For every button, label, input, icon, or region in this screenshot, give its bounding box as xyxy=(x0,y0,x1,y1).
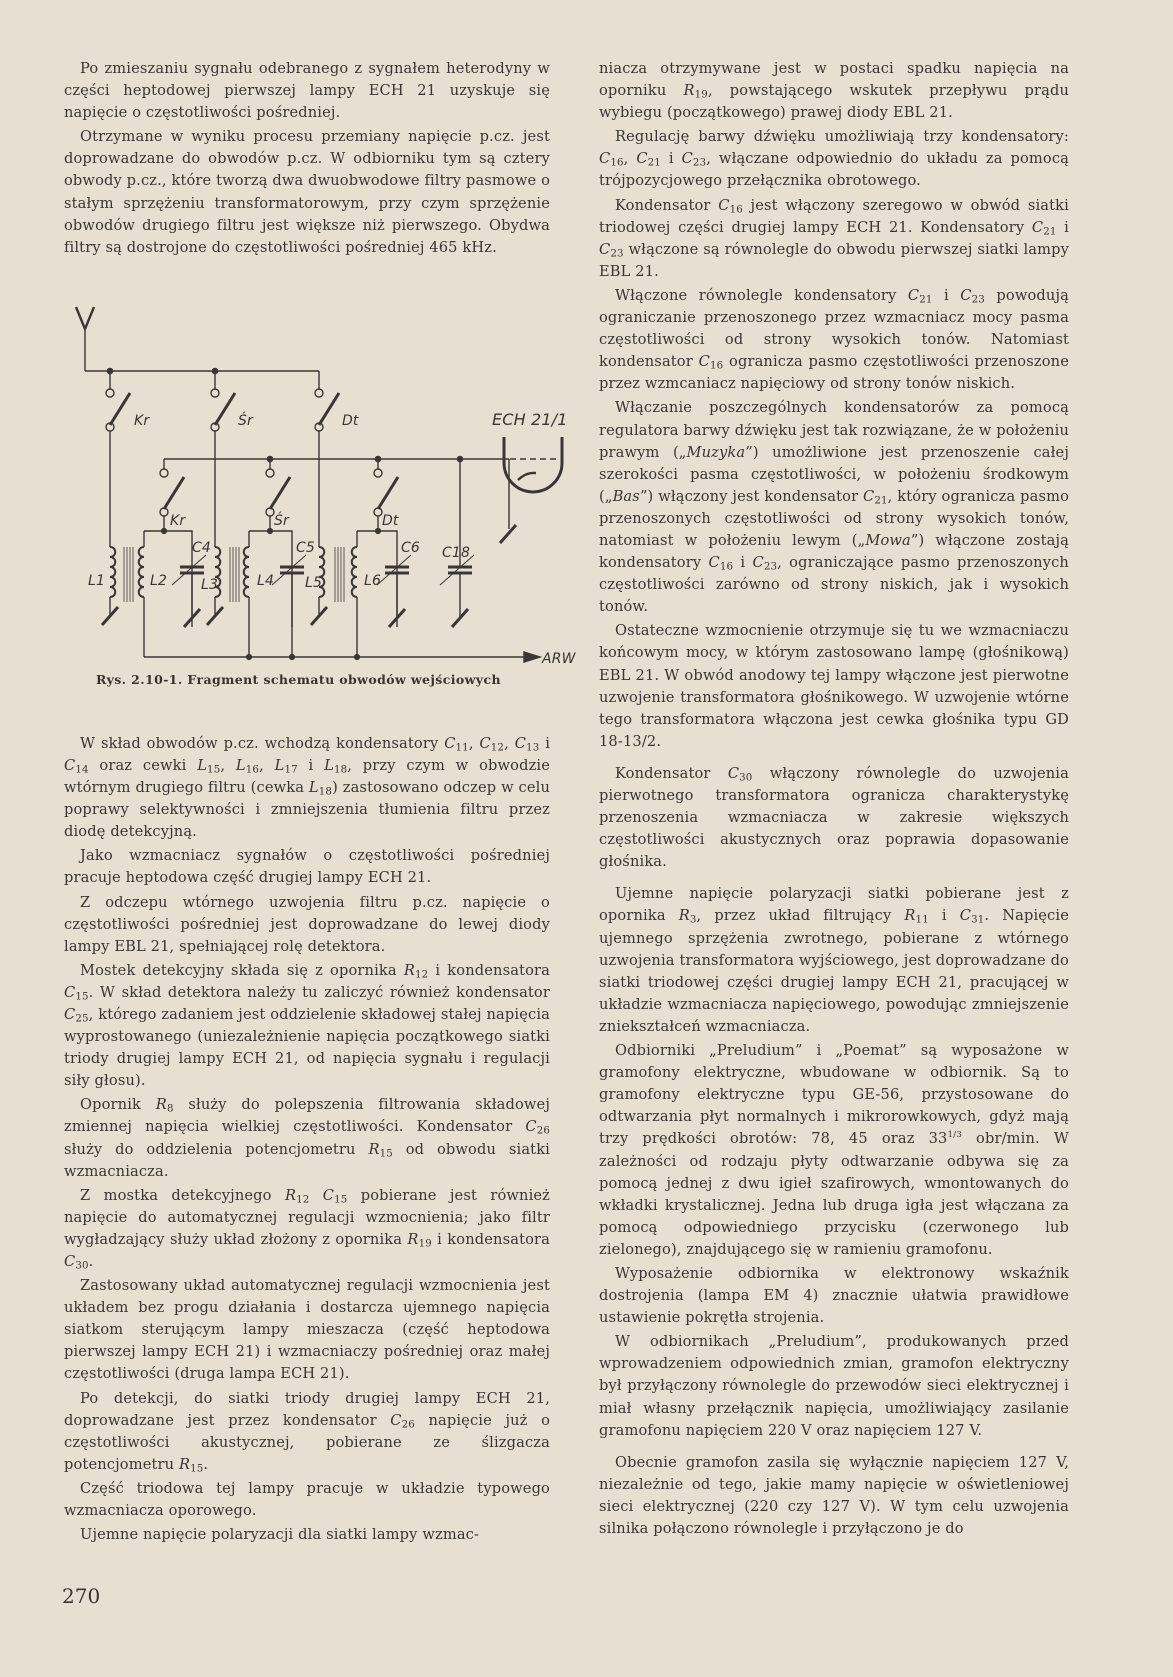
label-l6: L6 xyxy=(364,572,382,589)
paragraph: Odbiorniki „Preludium” i „Poemat” są wyposażone w gramofony elektryczne, wbudowane w odbiornik. Są to gramofony elektryczne typu GE-56, przystosowane do odtwarzania płyt normalnych i mikrorowkowych, gdyż mają trzy prędkości obrotów: 78, 45 oraz $33^{1/3}$ obr/min. W zależności od rodzaju płyty odtwarzanie odbywa się za pomocą jednej z dwu igieł szafirowych, wmontowanych do wkładki krystalicznej. Jedna lub druga igła jest włączana za pomocą odpowiedniego przycisku (czerwonego lub zielonego), znajdującego się w ramieniu gramofonu. xyxy=(599,1042,1069,1258)
page-number: 270 xyxy=(62,1584,101,1608)
label-l3: L3 xyxy=(201,576,219,593)
arrow-icon xyxy=(524,652,540,662)
paragraph: W odbiornikach „Preludium”, produkowanych przed wprowadzeniem odpowiednich zmian, gramofon elektryczny był przyłączony równolegle do przewodów sieci elektrycznej i miał własny przełącznik napięcia, umożliwiający zasilanie gramofonu napięciem 220 V oraz napięciem 127 V. xyxy=(599,1333,1069,1439)
paragraph: Kondensator $C_{16}$ jest włączony szeregowo w obwód siatki triodowej części drugiej lampy ECH 21. Kondensatory $C_{21}$ i $C_{23}$ włączone są równolegle do obwodu pierwszej siatki lampy EBL 21. xyxy=(599,196,1069,280)
figure-caption: Rys. 2.10-1. Fragment schematu obwodów wejściowych xyxy=(96,671,501,687)
label-sr: Śr xyxy=(238,412,253,429)
paragraph: Po detekcji, do siatki triody drugiej lampy ECH 21, doprowadzane jest przez kondensator $C_{26}$ napięcie już o częstotliwości akustycznej, pobierane ze ślizgacza potencjometru $R_{15}$. xyxy=(64,1389,551,1475)
paragraph: Część triodowa tej lampy pracuje w układzie typowego wzmacniacza oporowego. xyxy=(64,1479,550,1520)
label-tube: ECH 21/1 xyxy=(492,409,568,429)
label-c4: C4 xyxy=(192,539,211,556)
paragraph: Wyposażenie odbiornika w elektronowy wskaźnik dostrojenia (lampa EM 4) znacznie ułatwia prawidłowe ustawienie pokrętła strojenia. xyxy=(599,1264,1069,1327)
paragraph: Zastosowany układ automatycznej regulacji wzmocnienia jest układem bez progu działania i dostarcza ujemnego napięcia siatkom sterującym lampy mieszacza (część heptodowa pierwszej lampy ECH 21) i wzmacniaczy pośredniej oraz małej częstotliwości (druga lampa ECH 21). xyxy=(64,1277,550,1383)
inductor-coil xyxy=(110,547,115,597)
label-dt: Dt xyxy=(342,412,359,429)
paragraph: Opornik $R_8$ służy do polepszenia filtrowania składowej zmiennej napięcia wielkiej częstotliwości. Kondensator $C_{26}$ służy do oddzielenia potencjometru $R_{15}$ od obwodu siatki wzmacniacza. xyxy=(64,1096,550,1180)
label-c5: C5 xyxy=(296,539,315,556)
label-arw: ARW xyxy=(542,650,576,667)
paragraph: Ostateczne wzmocnienie otrzymuje się tu we wzmacniaczu końcowym mocy, w którym zastosowano lampę (głośnikową) EBL 21. W obwód anodowy tej lampy włączone jest pierwotne uzwojenie transformatora głośnikowego. W uzwojenie wtórne tego transformatora włączona jest cewka głośnika typu GD 18-13/2. xyxy=(599,622,1069,750)
circuit-schematic xyxy=(64,267,576,667)
label-kr-2: Kr xyxy=(170,512,186,529)
circuit-figure xyxy=(64,267,576,707)
label-l2: L2 xyxy=(150,572,168,589)
paragraph: W skład obwodów p.cz. wchodzą kondensatory $C_{11}$, $C_{12}$, $C_{13}$ i $C_{14}$ oraz cewki $L_{15}$, $L_{16}$, $L_{17}$ i $L_{18}$, przy czym w obwodzie wtórnym drugiego filtru (cewka $L_{18}$) zastosowano odczep w celu poprawy selektywności i zmniejszenia tłumienia filtru przez diodę detekcyjną. xyxy=(64,734,551,841)
paragraph: Kondensator $C_{30}$ włączony równolegle do uzwojenia pierwotnego transformatora ogranicza charakterystykę przenoszenia wzmacniacza w zakresie większych częstotliwości akustycznych oraz poprawia dopasowanie głośnika. xyxy=(599,764,1069,871)
right-column xyxy=(599,58,1069,1542)
paragraph: Po zmieszaniu sygnału odebranego z sygnałem heterodyny w części heptodowej pierwszej lampy ECH 21 uzyskuje się napięcie o częstotliwości pośredniej. xyxy=(64,60,550,122)
inductor-coil xyxy=(244,547,249,597)
label-sr-2: Śr xyxy=(274,512,289,529)
paragraph: Otrzymane w wyniku procesu przemiany napięcie p.cz. jest doprowadzane do obwodów p.cz. W odbiorniku tym są cztery obwody p.cz., które tworzą dwa dwuobwodowe filtry pasmowe o stałym sprzężeniu transformatorowym, przy czym sprzężenie obwodów drugiego filtru jest większe niż pierwszego. Obydwa filtry są dostrojone do częstotliwości pośredniej 465 kHz. xyxy=(64,128,551,256)
label-l4: L4 xyxy=(257,572,275,589)
label-c18: C18 xyxy=(442,544,471,561)
paragraph: Ujemne napięcie polaryzacji dla siatki lampy wzmac- xyxy=(80,1526,480,1544)
switch-sr xyxy=(215,393,235,425)
paragraph: Obecnie gramofon zasila się wyłącznie napięciem 127 V, niezależnie od tego, jakie mamy napięcie w oświetleniowej sieci elektrycznej (220 czy 127 V). W tym celu uzwojenia silnika połączono równolegle i przyłączono je do xyxy=(599,1453,1069,1537)
left-column xyxy=(64,58,576,1548)
paragraph: niacza otrzymywane jest w postaci spadku napięcia na oporniku $R_{19}$, powstającego wskutek przepływu prądu wybiegu (początkowego) prawej diody EBL 21. xyxy=(599,60,1069,122)
inductor-coil xyxy=(139,547,144,597)
label-kr: Kr xyxy=(134,412,150,429)
paragraph: Ujemne napięcie polaryzacji siatki pobierane jest z opornika $R_3$, przez układ filtrujący $R_{11}$ i $C_{31}$. Napięcie ujemnego sprzężenia zwrotnego, pobierane z wtórnego uzwojenia transformatora wyjściowego, jest doprowadzane do siatki triodowej części drugiej lampy ECH 21, pracującej w układzie wzmacniacza napięciowego, powodując zmniejszenie zniekształceń wzmacniacza. xyxy=(599,885,1069,1035)
switch-kr xyxy=(110,393,130,425)
label-c6: C6 xyxy=(401,539,420,556)
switch-dt xyxy=(319,393,339,425)
paragraph: Z odczepu wtórnego uzwojenia filtru p.cz. napięcie o częstotliwości pośredniej jest doprowadzane do lewej diody lampy EBL 21, spełniającej rolę detektora. xyxy=(64,893,550,955)
label-l1: L1 xyxy=(88,572,106,589)
label-dt-2: Dt xyxy=(382,512,399,529)
vacuum-tube-icon xyxy=(504,437,562,529)
paragraph: Mostek detekcyjny składa się z opornika $R_{12}$ i kondensatora $C_{15}$. W skład detektora należy tu zaliczyć również kondensator $C_{25}$, którego zadaniem jest oddzielenie składowej stałej napięcia wyprostowanego (uniezależnienie napięcia początkowego siatki triody drugiej lampy ECH 21, od napięcia sygnału i regulacji siły głosu). xyxy=(64,961,550,1090)
inductor-coil xyxy=(352,547,357,597)
paragraph: Włączanie poszczególnych kondensatorów za pomocą regulatora barwy dźwięku jest tak rozwiązane, że w położeniu prawym („Muzyka”) umożliwione jest przenoszenie całej szerokości pasma częstotliwości, w położeniu środkowym („Bas”) włączony jest kondensator $C_{21}$, który ogranicza pasmo przenoszonych częstotliwości od strony wysokich tonów, natomiast w położeniu lewym („Mowa”) włączone zostają kondensatory $C_{16}$ i $C_{23}$, ograniczające pasmo przenoszonych częstotliwości zarówno od strony niskich, jak i wysokich tonów. xyxy=(599,399,1070,616)
paragraph: Jako wzmacniacz sygnałów o częstotliwości pośredniej pracuje heptodowa część drugiej lampy ECH 21. xyxy=(64,847,550,887)
label-l5: L5 xyxy=(305,574,323,591)
paragraph: Regulację barwy dźwięku umożliwiają trzy kondensatory: $C_{16}$, $C_{21}$ i $C_{23}$, włączane odpowiednio do układu za pomocą trójpozycjowego przełącznika obrotowego. xyxy=(599,128,1069,190)
paragraph: Z mostka detekcyjnego $R_{12}$ $C_{15}$ pobierane jest również napięcie do automatycznej regulacji wzmocnienia; jako filtr wygładzający służy układ złożony z opornika $R_{19}$ i kondensatora $C_{30}$. xyxy=(64,1186,551,1272)
paragraph: Włączone równolegle kondensatory $C_{21}$ i $C_{23}$ powodują ograniczanie przenoszonego przez wzmacniacz mocy pasma częstotliwości od strony wysokich tonów. Natomiast kondensator $C_{16}$ ogranicza pasmo częstotliwości przenoszone przez wzmcaniacz napięciowy od strony tonów niskich. xyxy=(599,286,1069,393)
antenna-icon xyxy=(76,307,94,371)
